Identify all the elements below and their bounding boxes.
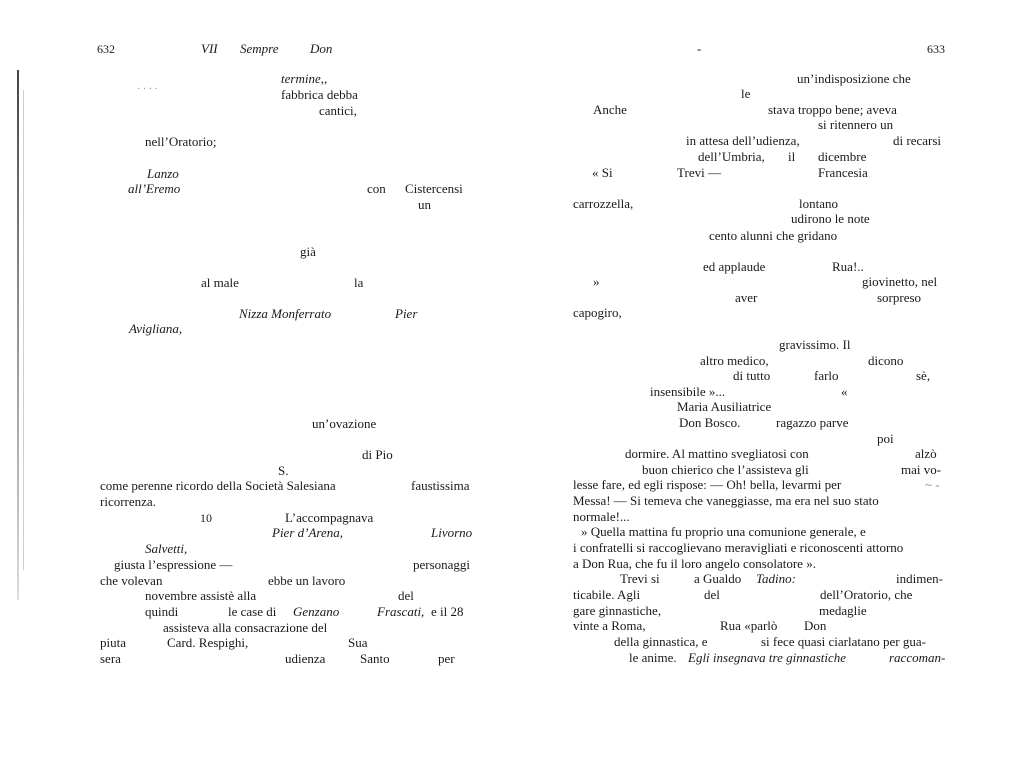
text-fragment: Trevi si xyxy=(620,571,660,586)
text-fragment: Don xyxy=(804,618,827,633)
text-fragment: in attesa dell’udienza, xyxy=(686,133,800,148)
text-fragment: del xyxy=(398,588,414,603)
text-fragment: le case di xyxy=(228,604,277,619)
text-fragment: si ritennero un xyxy=(818,117,894,132)
text-fragment: sorpreso xyxy=(877,290,922,305)
binding-shadow-inner xyxy=(23,90,24,570)
text-fragment: aver xyxy=(735,290,758,305)
text-fragment: ragazzo parve xyxy=(776,415,849,430)
text-fragment: ricorrenza. xyxy=(100,494,156,509)
text-fragment: termine,, xyxy=(281,71,328,86)
text-fragment: Rua «parlò xyxy=(720,618,778,633)
text-fragment: » Quella mattina fu proprio una comunione generale, e xyxy=(581,524,866,539)
faint-mark: · · · · xyxy=(137,84,158,95)
text-fragment: a Don Rua, che fu il loro angelo consolatore ». xyxy=(573,556,816,571)
text-fragment: lesse fare, ed egli rispose: — Oh! bella, levarmi per xyxy=(573,477,842,492)
text-fragment: un’indisposizione che xyxy=(797,71,911,86)
text-fragment: fabbrica debba xyxy=(281,87,358,102)
text-fragment: per xyxy=(438,651,455,666)
text-fragment: Francesia xyxy=(818,165,868,180)
text-fragment: Lanzo xyxy=(147,166,179,181)
text-fragment: L’accompagnava xyxy=(285,510,374,525)
text-fragment: Don Bosco. xyxy=(679,415,741,430)
text-fragment: Anche xyxy=(593,102,627,117)
text-fragment: già xyxy=(300,244,316,259)
text-fragment: Egli insegnava tre ginnastiche xyxy=(688,650,847,665)
text-fragment: dicembre xyxy=(818,149,867,164)
text-fragment: Genzano xyxy=(293,604,340,619)
text-fragment: ed applaude xyxy=(703,259,766,274)
text-fragment: Trevi — xyxy=(677,165,721,180)
text-fragment: la xyxy=(354,275,364,290)
text-fragment: farlo xyxy=(814,368,839,383)
text-fragment: capogiro, xyxy=(573,305,622,320)
text-fragment: di Pio xyxy=(362,447,393,462)
text-fragment: stava troppo bene; aveva xyxy=(768,102,897,117)
text-fragment: come perenne ricordo della Società Salesiana xyxy=(100,478,336,493)
text-fragment: cantici, xyxy=(319,103,357,118)
text-fragment: della ginnastica, e xyxy=(614,634,708,649)
page-number-left: 632 xyxy=(97,42,115,56)
text-fragment: dicono xyxy=(868,353,904,368)
text-fragment: udienza xyxy=(285,651,326,666)
text-fragment: faustissima xyxy=(411,478,470,493)
text-fragment: buon chierico che l’assisteva gli xyxy=(642,462,809,477)
text-fragment: sè, xyxy=(916,368,931,383)
running-head-chapter: VII xyxy=(201,41,218,56)
text-fragment: a Gualdo xyxy=(694,571,742,586)
text-fragment: Cistercensi xyxy=(405,181,463,196)
page-number-right: 633 xyxy=(927,42,945,56)
text-fragment: 10 xyxy=(200,511,212,525)
text-fragment: i confratelli si raccoglievano meravigliati e riconoscenti attorno xyxy=(573,540,904,555)
text-fragment: indimen- xyxy=(896,571,943,586)
text-fragment: un’ovazione xyxy=(312,416,377,431)
text-fragment: al male xyxy=(201,275,239,290)
text-fragment: e il 28 xyxy=(431,604,464,619)
text-fragment: Livorno xyxy=(431,525,473,540)
text-fragment: del xyxy=(704,587,720,602)
text-fragment: sera xyxy=(100,651,121,666)
text-fragment: Rua!.. xyxy=(832,259,864,274)
text-fragment: di tutto xyxy=(733,368,771,383)
text-fragment: ~ - xyxy=(925,477,940,492)
running-head-word: Sempre xyxy=(240,41,279,56)
text-fragment: le xyxy=(741,86,751,101)
text-fragment: udirono le note xyxy=(791,211,870,226)
text-fragment: ticabile. Agli xyxy=(573,587,641,602)
text-fragment: mai vo- xyxy=(901,462,942,477)
text-fragment: gare ginnastiche, xyxy=(573,603,662,618)
text-fragment: giovinetto, nel xyxy=(862,274,938,289)
text-fragment: Avigliana, xyxy=(129,321,183,336)
text-fragment: insensibile »... xyxy=(650,384,726,399)
text-fragment: Card. Respighi, xyxy=(167,635,249,650)
text-fragment: Frascati, xyxy=(377,604,425,619)
text-fragment: Pier d’Arena, xyxy=(272,525,343,540)
text-fragment: Nizza Monferrato xyxy=(239,306,332,321)
text-fragment: « Si xyxy=(592,165,613,180)
text-fragment: dell’Umbria, xyxy=(698,149,765,164)
running-head-mark: - xyxy=(697,41,702,56)
text-fragment: lontano xyxy=(799,196,838,211)
text-fragment: le anime. xyxy=(629,650,677,665)
text-fragment: S. xyxy=(278,463,289,478)
text-fragment: gravissimo. Il xyxy=(779,337,851,352)
text-fragment: carrozzella, xyxy=(573,196,634,211)
text-fragment: normale!... xyxy=(573,509,630,524)
text-fragment: dormire. Al mattino svegliatosi con xyxy=(625,446,809,461)
text-fragment: che volevan xyxy=(100,573,163,588)
text-fragment: dell’Oratorio, che xyxy=(820,587,913,602)
text-fragment: Tadino: xyxy=(756,571,796,586)
binding-shadow xyxy=(17,70,19,600)
text-fragment: nell’Oratorio; xyxy=(145,134,217,149)
text-fragment: assisteva alla consacrazione del xyxy=(163,620,328,635)
text-fragment: Messa! — Si temeva che vaneggiasse, ma era nel suo stato xyxy=(573,493,879,508)
text-fragment: vinte a Roma, xyxy=(573,618,646,633)
text-fragment: Maria Ausiliatrice xyxy=(677,399,772,414)
text-fragment: cento alunni che gridano xyxy=(709,228,838,243)
text-fragment: Salvetti, xyxy=(145,541,188,556)
text-fragment: poi xyxy=(877,431,894,446)
text-fragment: si fece quasi ciarlatano per gua- xyxy=(761,634,926,649)
text-fragment: con xyxy=(367,181,386,196)
text-fragment: » xyxy=(593,274,600,289)
text-fragment: personaggi xyxy=(413,557,471,572)
text-fragment: alzò xyxy=(915,446,937,461)
text-fragment: di recarsi xyxy=(893,133,942,148)
text-fragment: il xyxy=(788,149,796,164)
text-fragment: ebbe un lavoro xyxy=(268,573,346,588)
text-fragment: medaglie xyxy=(819,603,867,618)
text-fragment: giusta l’espressione — xyxy=(114,557,233,572)
text-fragment: « xyxy=(841,384,848,399)
text-fragment: Santo xyxy=(360,651,390,666)
text-fragment: quindi xyxy=(145,604,179,619)
text-fragment: Sua xyxy=(348,635,368,650)
text-fragment: altro medico, xyxy=(700,353,769,368)
text-fragment: piuta xyxy=(100,635,126,650)
text-fragment: novembre assistè alla xyxy=(145,588,257,603)
text-fragment: all’Eremo xyxy=(128,181,181,196)
text-fragment: raccoman- xyxy=(889,650,946,665)
text-fragment: un xyxy=(418,197,431,212)
running-head-word: Don xyxy=(310,41,333,56)
text-fragment: Pier xyxy=(395,306,418,321)
